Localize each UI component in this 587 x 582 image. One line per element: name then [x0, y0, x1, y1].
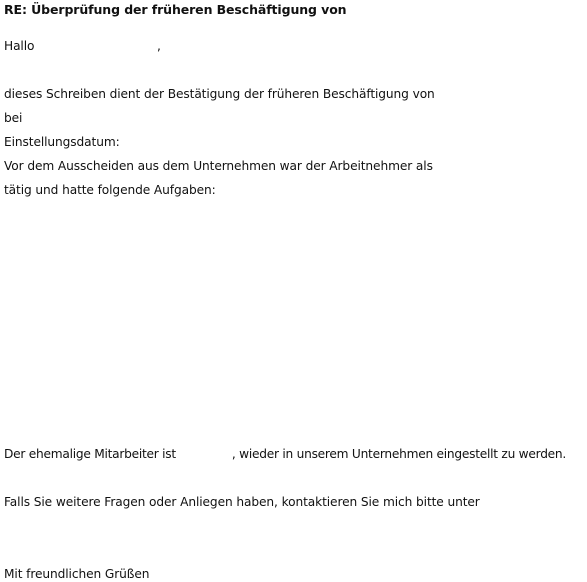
rehire-text-end: , wieder in unserem Unternehmen eingestellt zu werden. — [231, 447, 567, 461]
greeting: Hallo — [4, 39, 35, 53]
closing-line: Mit freundlichen Grüßen — [4, 567, 150, 581]
letter-title: RE: Überprüfung der früheren Beschäftigung von — [4, 2, 347, 17]
bei-line: bei — [4, 111, 23, 125]
role-line-1: Vor dem Ausscheiden aus dem Unternehmen war der Arbeitnehmer als — [4, 159, 433, 173]
questions-line: Falls Sie weitere Fragen oder Anliegen haben, kontaktieren Sie mich bitte unter — [4, 495, 480, 509]
hire-date-label: Einstellungsdatum: — [4, 135, 120, 149]
role-line-2: tätig und hatte folgende Aufgaben: — [4, 183, 216, 197]
rehire-text-start: Der ehemalige Mitarbeiter ist — [4, 447, 176, 461]
greeting-comma: , — [157, 39, 161, 53]
rehire-line — [4, 446, 566, 462]
intro-line: dieses Schreiben dient der Bestätigung der früheren Beschäftigung von — [4, 87, 435, 101]
